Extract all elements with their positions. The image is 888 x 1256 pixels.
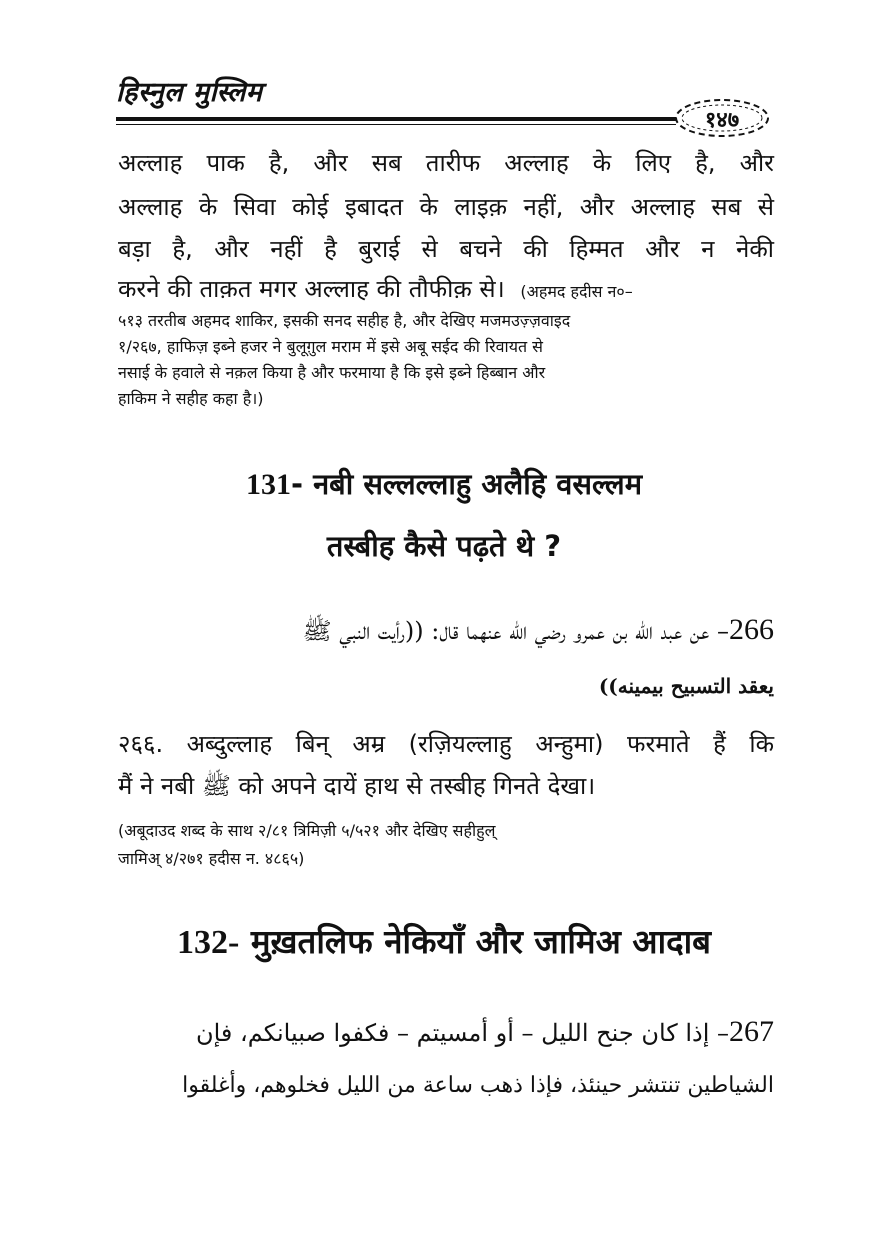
intro-line-2: अल्लाह के सिवा कोई इबादत के लाइक़ नहीं, और अल्लाह सब से <box>118 193 774 221</box>
hadith-266-arabic-text-1: – عن عبد الله بن عمرو رضي الله عنهما قال: ((رأيت النبي ﷺ <box>302 617 729 645</box>
hadith-267-arabic-line-1 <box>118 1010 774 1055</box>
intro-line-4: करने की ताक़त मगर अल्लाह की तौफीक़ से। <box>118 275 505 303</box>
section-131-heading-line-1 <box>0 464 888 503</box>
running-header-title: हिस्नुल मुस्लिम <box>116 77 263 108</box>
header-rule-thin <box>116 124 676 125</box>
intro-line-3: बड़ा है, और नहीं है बुराई से बचने की हिम्मत और न नेकी <box>118 235 774 263</box>
intro-reference-line-4: हाकिम ने सहीह कहा है।) <box>118 389 264 408</box>
hadith-266-arabic-line-2: يعقد التسبيح بيمينه)) <box>598 674 774 698</box>
hadith-267-number: 267 <box>729 1015 774 1048</box>
intro-reference-line-1: ५१३ तरतीब अहमद शाकिर, इसकी सनद सहीह है, और देखिए मजमउज़्ज़वाइद <box>118 311 571 330</box>
page-number: १४७ <box>704 108 740 133</box>
hadith-266-translation-line-2: मैं ने नबी ﷺ को अपने दायें हाथ से तस्बीह गिनते देखा। <box>118 772 596 800</box>
hadith-266-number: 266 <box>729 613 774 646</box>
header-rule-thick <box>116 117 676 121</box>
intro-reference-line-3: नसाई के हवाले से नक़ल किया है और फरमाया है कि इसे इब्ने हिब्बान और <box>118 363 546 382</box>
intro-line-4-container <box>118 272 774 309</box>
section-131-heading-line-2: तस्बीह कैसे पढ़ते थे ? <box>326 529 562 563</box>
intro-line-1: अल्लाह पाक है, और सब तारीफ अल्लाह के लिए है, और <box>118 149 774 177</box>
hadith-266-translation-line-1: २६६. अब्दुल्लाह बिन् अम्र (रज़ियल्लाहु अन्हुमा) फरमाते हैं कि <box>118 730 774 758</box>
intro-reference-start: (अहमद हदीस न०– <box>520 282 633 301</box>
hadith-267-arabic-text-1: – إذا كان جنح الليل – أو أمسيتم – فكفوا صبيانكم، فإن <box>195 1019 729 1047</box>
intro-reference-line-2: १/२६७, हाफिज़ इब्ने हजर ने बुलूग़ुल मराम में इसे अबू सईद की रिवायत से <box>118 337 543 356</box>
section-132-title: मुख़तलिफ नेकियाँ और जामिअ आदाब <box>250 922 711 961</box>
hadith-266-reference-line-2: जामिअ् ४/२७१ हदीस न. ४८६५) <box>118 849 305 868</box>
hadith-267-arabic-line-2: الشياطين تنتشر حينئذ، فإذا ذهب ساعة من الليل فخلوهم، وأغلقوا <box>182 1073 774 1098</box>
page-number-badge <box>672 96 772 140</box>
section-131-title-part-1: - नबी सल्लल्लाहु अलैहि वसल्लम <box>290 467 643 501</box>
section-132-heading <box>0 918 888 963</box>
hadith-266-arabic-line-1 <box>118 608 774 653</box>
section-131-number: 131 <box>245 468 291 501</box>
section-132-number: 132- <box>177 924 240 961</box>
hadith-266-reference-line-1: (अबूदाउद शब्द के साथ २/८१ त्रिमिज़ी ५/५२१ और देखिए सहीहुल् <box>118 821 496 840</box>
